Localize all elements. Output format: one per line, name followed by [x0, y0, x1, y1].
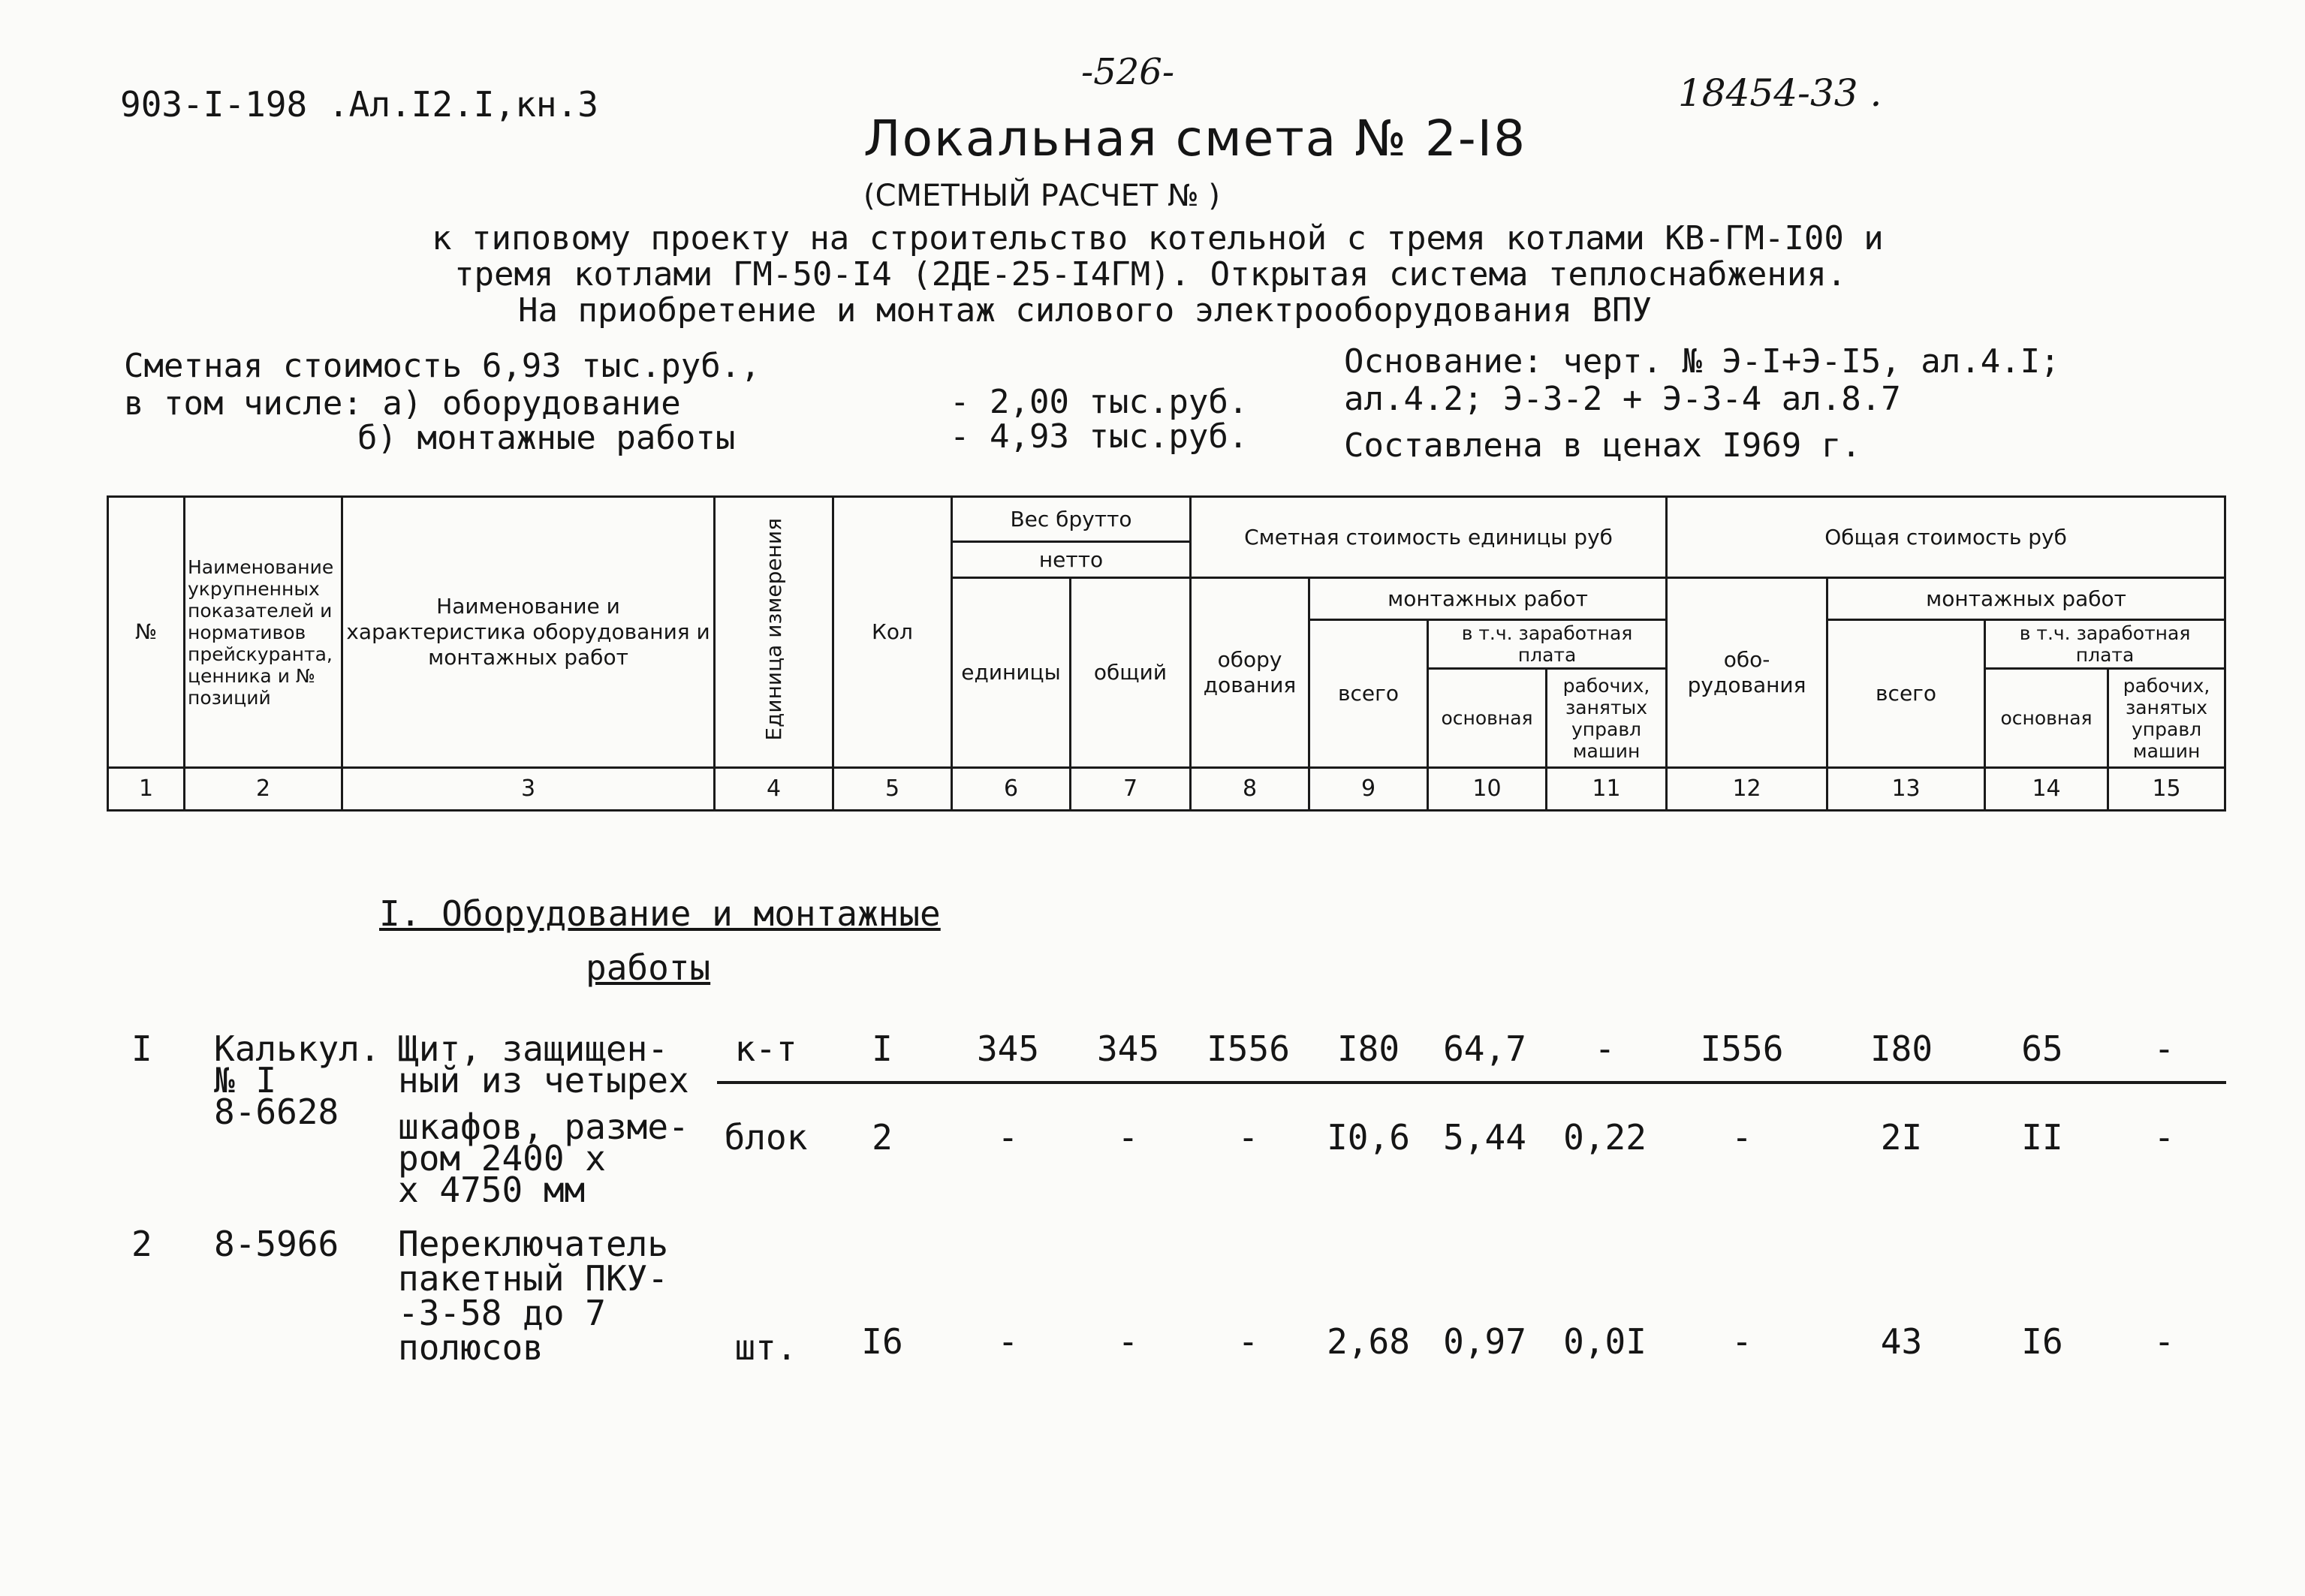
page-title: Локальная смета № 2-I8 [863, 110, 1527, 167]
col-header-number: № [108, 497, 185, 768]
col-number: 4 [715, 768, 833, 811]
row-2-unit: шт. [734, 1327, 797, 1368]
row-1b-unit-equipment: - [1237, 1117, 1259, 1158]
col-header-unit-machine: рабочих, занятых управл машин [1547, 669, 1667, 768]
row-1a-qty: I [872, 1028, 893, 1069]
row-1-name-line: х 4750 мм [398, 1170, 586, 1210]
row-2-unit-all: 2,68 [1327, 1321, 1410, 1362]
document-code: 903-I-198 .Ал.I2.I,кн.3 [120, 84, 598, 125]
row-2-total-machine: - [2153, 1321, 2175, 1362]
col-header-total-all: всего [1827, 620, 1985, 768]
row-2-total-equipment: - [1731, 1321, 1752, 1362]
col-header-total-equipment: обо-рудования [1667, 578, 1827, 768]
col-header-unit-equipment: обору дования [1191, 578, 1309, 768]
page-number: -526- [1081, 51, 1175, 93]
basis-line-1: Основание: черт. № Э-I+Э-I5, ал.4.I; [1344, 342, 2060, 381]
col-header-total-machine: рабочих, занятых управл машин [2108, 669, 2225, 768]
row-1-name-line: шкафов, разме- [398, 1107, 689, 1147]
row-1b-weight-unit: - [997, 1117, 1019, 1158]
row-1b-unit-all: I0,6 [1327, 1117, 1410, 1158]
row-1b-total-wage: II [2021, 1117, 2063, 1158]
row-2-total-all: 43 [1880, 1321, 1923, 1362]
row-2-unit-wage: 0,97 [1443, 1321, 1526, 1362]
col-header-norm: Наименование укрупненных показателей и нормативов прейскуранта, ценника и № позиций [185, 497, 342, 768]
col-header-unit-cost: Сметная стоимость единицы руб [1191, 497, 1667, 578]
row-1a-total-wage: 65 [2021, 1028, 2063, 1069]
description-line-3: На приобретение и монтаж силового электрооборудования ВПУ [518, 291, 1652, 330]
row-1a-total-equipment: I556 [1700, 1028, 1784, 1069]
col-header-total-wage: в т.ч. заработная плата [1985, 620, 2225, 669]
col-header-qty: Кол [833, 497, 952, 768]
row-1b-total-equipment: - [1731, 1117, 1752, 1158]
row-1-code-line: Калькул. [214, 1028, 381, 1069]
description-line-1: к типовому проекту на строительство котельной с тремя котлами КВ-ГМ-I00 и [432, 219, 1884, 257]
row-2-name-line: полюсов [398, 1327, 544, 1368]
row-1b-qty: 2 [872, 1117, 893, 1158]
estimated-cost-total: Сметная стоимость 6,93 тыс.руб., [124, 347, 761, 385]
row-1b-weight-total: - [1117, 1117, 1139, 1158]
cost-mounting-label: б) монтажные работы [357, 419, 736, 457]
col-header-name: Наименование и характеристика оборудования и монтажных работ [342, 497, 715, 768]
prices-year: Составлена в ценах I969 г. [1344, 426, 1861, 465]
row-1a-total-machine: - [2153, 1028, 2175, 1069]
section-title-line-2: работы [586, 947, 711, 988]
col-header-unit-mount: монтажных работ [1309, 578, 1667, 620]
col-number: 11 [1547, 768, 1667, 811]
page-subtitle: (СМЕТНЫЙ РАСЧЕТ № ) [863, 179, 1220, 213]
row-2-qty: I6 [861, 1321, 903, 1362]
row-2-weight-total: - [1117, 1321, 1139, 1362]
row-1-name-line: ный из четырех [398, 1060, 689, 1101]
description-line-2: тремя котлами ГМ-50-I4 (2ДЕ-25-I4ГМ). Открытая система теплоснабжения. [454, 255, 1847, 294]
row-1-name-line: ром 2400 х [398, 1138, 606, 1179]
col-header-total-cost: Общая стоимость руб [1667, 497, 2225, 578]
col-number: 6 [952, 768, 1071, 811]
col-header-unit [715, 497, 833, 768]
estimate-header-table [107, 495, 2226, 812]
col-header-weight-total: общий [1071, 578, 1191, 768]
row-1b-total-machine: - [2153, 1117, 2175, 1158]
col-number: 13 [1827, 768, 1985, 811]
row-1a-unit-machine: - [1594, 1028, 1616, 1069]
row-1a-unit-wage: 64,7 [1443, 1028, 1526, 1069]
col-number: 10 [1428, 768, 1547, 811]
row-2-code-line: 8-5966 [214, 1224, 339, 1264]
row-1-code-line: № I [214, 1060, 277, 1101]
col-number: 5 [833, 768, 952, 811]
col-header-total-mount: монтажных работ [1827, 578, 2225, 620]
col-header-unit-all: всего [1309, 620, 1428, 768]
row-2-name-line: пакетный ПКУ- [398, 1258, 669, 1299]
row-2-name-line: -3-58 до 7 [398, 1293, 606, 1333]
row-2-name-line: Переключатель [398, 1224, 669, 1264]
row-1-divider-line [717, 1081, 2226, 1084]
row-1a-weight-unit: 345 [976, 1028, 1040, 1069]
col-header-unit-label: Единица измерения [761, 517, 786, 741]
basis-line-2: ал.4.2; Э-3-2 + Э-3-4 ал.8.7 [1344, 380, 1901, 418]
col-number: 3 [342, 768, 715, 811]
registration-number: 18454-33 . [1678, 71, 1882, 115]
col-number: 1 [108, 768, 185, 811]
col-number: 15 [2108, 768, 2225, 811]
col-number: 14 [1985, 768, 2108, 811]
col-header-weight: Вес брутто [952, 497, 1191, 542]
row-1a-total-all: I80 [1870, 1028, 1933, 1069]
col-header-weight-unit: единицы [952, 578, 1071, 768]
cost-equipment-label: в том числе: а) оборудование [124, 384, 681, 423]
section-title-line-1: I. Оборудование и монтажные [379, 893, 941, 934]
col-header-weight-net: нетто [952, 542, 1191, 578]
col-number: 2 [185, 768, 342, 811]
row-2-unit-machine: 0,0I [1563, 1321, 1647, 1362]
col-number: 9 [1309, 768, 1428, 811]
col-number: 12 [1667, 768, 1827, 811]
cost-equipment-value: - 2,00 тыс.руб. [950, 383, 1249, 421]
col-number: 8 [1191, 768, 1309, 811]
col-number: 7 [1071, 768, 1191, 811]
row-2-unit-equipment: - [1237, 1321, 1259, 1362]
col-header-unit-wage: в т.ч. заработная плата [1428, 620, 1667, 669]
row-1a-unit-all: I80 [1336, 1028, 1400, 1069]
row-1a-unit: к-т [734, 1028, 797, 1069]
row-1b-unit-wage: 5,44 [1443, 1117, 1526, 1158]
row-1-number: I [131, 1028, 152, 1069]
col-header-total-basic: основная [1985, 669, 2108, 768]
cost-mounting-value: - 4,93 тыс.руб. [950, 417, 1249, 456]
row-1b-unit-machine: 0,22 [1563, 1117, 1647, 1158]
col-header-unit-basic: основная [1428, 669, 1547, 768]
row-2-weight-unit: - [997, 1321, 1019, 1362]
row-2-number: 2 [131, 1224, 152, 1264]
row-1-name-line: Щит, защищен- [398, 1028, 669, 1069]
row-1a-weight-total: 345 [1096, 1028, 1160, 1069]
row-1b-total-all: 2I [1880, 1117, 1923, 1158]
row-1-code-line: 8-6628 [214, 1092, 339, 1132]
row-1b-unit: блок [724, 1117, 808, 1158]
row-1a-unit-equipment: I556 [1207, 1028, 1290, 1069]
row-2-total-wage: I6 [2021, 1321, 2063, 1362]
